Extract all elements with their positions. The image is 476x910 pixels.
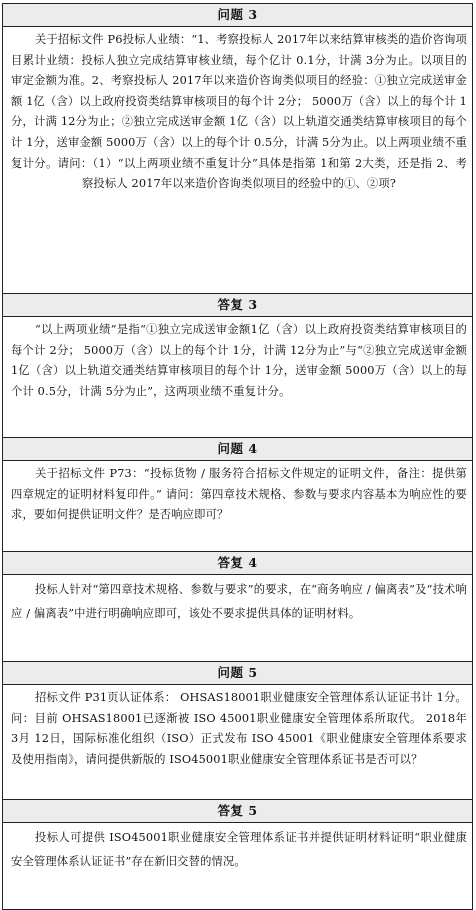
question-5-title: 问题 5 xyxy=(3,662,472,685)
answer-4-text: 投标人针对“第四章技术规格、参数与要求”的要求，在“商务响应 / 偏离表”及“技术响应 / 偏离表”中进行明确响应即可，该处不要求提供具体的证明材料。 xyxy=(3,575,472,662)
answer-5-text: 投标人可提供 ISO45001职业健康安全管理体系证书并提供证明材料证明“职业健康安全管理体系认证证书”存在新旧交替的情况。 xyxy=(11,831,467,868)
answer-4-title: 答复 4 xyxy=(3,552,472,575)
question-3-title: 问题 3 xyxy=(3,4,472,27)
answer-5-title: 答复 5 xyxy=(3,800,472,823)
question-4-text: 关于招标文件 P73：“投标货物 / 服务符合招标文件规定的证明文件，备注：提供第四章规定的证明材料复印件。” 请问：第四章技术规格、参数与要求内容基本为响应性的要求，要如何提供证明文件？是否响应即可？ xyxy=(3,461,472,552)
answer-3-title: 答复 3 xyxy=(3,294,472,317)
question-5-text: 招标文件 P31页认证体系： OHSAS18001职业健康安全管理体系认证证书计 1分。问：目前 OHSAS18001已逐渐被 ISO 45001职业健康安全管理体系所取代。 2018年 3月 12日，国际标准化组织（ISO）正式发布 ISO 45001《职业健康安全管理体系要求及使用指南》，请问提供新版的 ISO45001职业健康安全管理体系证书是否可以？ xyxy=(3,685,472,800)
question-4-title: 问题 4 xyxy=(3,438,472,461)
qa-table xyxy=(2,3,473,910)
question-3-text: 关于招标文件 P6投标人业绩：“1、考察投标人 2017年以来结算审核类的造价咨询项目累计业绩：投标人独立完成结算审核业绩，每个亿计 0.1分，计满 3分为止。以项目的审定金额为准。2、考察投标人 2017年以来造价咨询类似项目的经验：①独立完成送审金额 1亿（含）以上政府投资类结算审核项目的每个计 2分； 5000万（含）以上的每个计 1分，计满 12分为止；②独立完成送审金额 1亿（含）以上轨道交通类结算审核项目的每个计 1分，送审金额 5000万（含）以上的每个计 0.5分，计满 5分为止。以上两项业绩不重复计分。请问：（1）“以上两项业绩不重复计分”具体是指第 1和第 2大类，还是指 2、考察投标人 2017年以来造价咨询类似项目的经验中的①、②项? xyxy=(3,27,472,294)
answer-3-text: “以上两项业绩”是指“①独立完成送审金额1亿（含）以上政府投资类结算审核项目的每个计 2分； 5000万（含）以上的每个计 1分，计满 12分为止”与“②独立完成送审金额 1亿（含）以上轨道交通类结算审核项目的每个计 1分，送审金额 5000万（含）以上的每个计 0.5分，计满 5分为止”，这两项业绩不重复计分。 xyxy=(3,317,472,438)
